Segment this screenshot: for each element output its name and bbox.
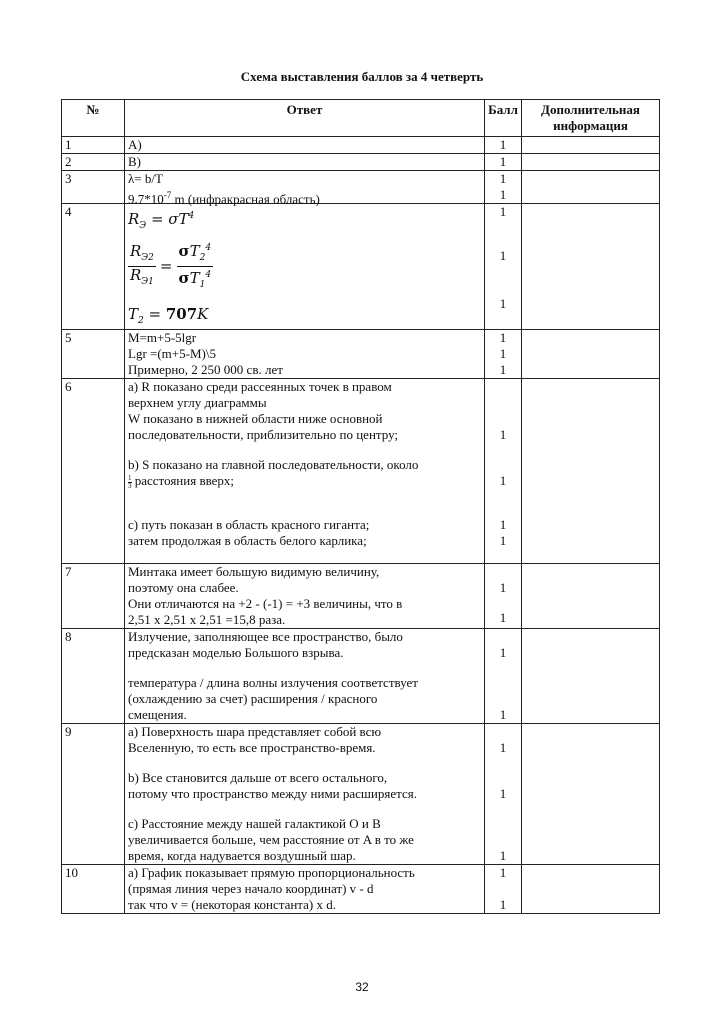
row-num: 8 bbox=[62, 629, 125, 724]
table-row bbox=[62, 330, 660, 379]
header-info: Дополнительная информация bbox=[522, 100, 660, 137]
header-answer: Ответ bbox=[125, 100, 485, 137]
answer-cell bbox=[125, 865, 485, 914]
score-value: 1 bbox=[499, 171, 507, 186]
table-row bbox=[62, 865, 660, 914]
score-cell bbox=[485, 330, 522, 379]
answer-line: последовательности, приблизительно по центру; bbox=[128, 427, 399, 442]
answer-line: Они отличаются на +2 - (-1) = +3 величины, что в bbox=[128, 596, 403, 611]
info-cell bbox=[522, 379, 660, 564]
table-row bbox=[62, 204, 660, 330]
score-value: 1 bbox=[499, 786, 507, 801]
answer-line: так что v = (некоторая константа) x d. bbox=[128, 897, 336, 912]
scoring-table bbox=[61, 99, 660, 914]
row-num: 2 bbox=[62, 154, 125, 171]
answer-line: W показано в нижней области ниже основной bbox=[128, 411, 383, 426]
answer-line: $9.7*10^{-7}$ m (инфракрасная область) bbox=[128, 190, 320, 207]
score-value: 1 bbox=[499, 296, 507, 311]
answer-line: Lgr =(m+5-M)\5 bbox=[128, 346, 216, 361]
answer-line: M=m+5-5lgr bbox=[128, 330, 197, 345]
score-cell bbox=[485, 724, 522, 865]
answer-cell bbox=[125, 154, 485, 171]
answer-cell bbox=[125, 379, 485, 564]
answer-cell bbox=[125, 137, 485, 154]
answer-line: верхнем углу диаграммы bbox=[128, 395, 267, 410]
score-value: 1 bbox=[499, 517, 507, 532]
answer-line: b) Все становится дальше от всего остального, bbox=[128, 770, 388, 785]
answer-cell bbox=[125, 724, 485, 865]
row-num: 7 bbox=[62, 564, 125, 629]
info-cell bbox=[522, 171, 660, 204]
score-cell bbox=[485, 865, 522, 914]
score-value: 1 bbox=[499, 580, 507, 595]
score-value: 1 bbox=[499, 645, 507, 660]
row-num: 1 bbox=[62, 137, 125, 154]
score-value: 1 bbox=[499, 346, 507, 361]
info-cell bbox=[522, 154, 660, 171]
table-row bbox=[62, 379, 660, 564]
answer-line: λ= b/T bbox=[128, 171, 163, 186]
score-cell bbox=[485, 204, 522, 330]
answer-line: c) Расстояние между нашей галактикой O и B bbox=[128, 816, 381, 831]
answer-line: температура / длина волны излучения соответствует bbox=[128, 675, 418, 690]
table-row bbox=[62, 564, 660, 629]
info-cell bbox=[522, 564, 660, 629]
answer-line: смещения. bbox=[128, 707, 187, 722]
answer-line: 2,51 x 2,51 x 2,51 =15,8 раза. bbox=[128, 612, 286, 627]
answer-line: затем продолжая в область белого карлика; bbox=[128, 533, 367, 548]
answer-line: Минтака имеет большую видимую величину, bbox=[128, 564, 380, 579]
answer-cell bbox=[125, 564, 485, 629]
answer-line: a) Поверхность шара представляет собой всю bbox=[128, 724, 382, 739]
score-value: 1 bbox=[499, 897, 507, 912]
row-num: 5 bbox=[62, 330, 125, 379]
answer-line: c) путь показан в область красного гиганта; bbox=[128, 517, 370, 532]
table-header-row bbox=[62, 100, 660, 137]
score-value: 1 bbox=[499, 330, 507, 345]
answer-line: Излучение, заполняющее все пространство, было bbox=[128, 629, 403, 644]
table-row bbox=[62, 171, 660, 204]
answer-line: увеличивается больше, чем расстояние от A в то же bbox=[128, 832, 414, 847]
answer-line: Примерно, 2 250 000 св. лет bbox=[128, 362, 283, 377]
answer-line: потому что пространство между ними расширяется. bbox=[128, 786, 417, 801]
score-value: 1 bbox=[499, 204, 507, 219]
score-value: 1 bbox=[499, 533, 507, 548]
answer-line: время, когда надувается воздушный шар. bbox=[128, 848, 356, 863]
row-num: 6 bbox=[62, 379, 125, 564]
score-value: 1 bbox=[499, 427, 507, 442]
score-value: 1 bbox=[499, 610, 507, 625]
score-cell bbox=[485, 564, 522, 629]
score-value: 1 bbox=[499, 740, 507, 755]
score-value: 1 bbox=[499, 865, 507, 880]
page-title: Схема выставления баллов за 4 четверть bbox=[240, 69, 484, 84]
page-number: 32 bbox=[355, 980, 369, 994]
info-cell bbox=[522, 330, 660, 379]
score-value: 1 bbox=[499, 248, 507, 263]
answer-cell bbox=[125, 330, 485, 379]
answer-line: предсказан моделью Большого взрыва. bbox=[128, 645, 344, 660]
score-value: 1 bbox=[499, 473, 507, 488]
one-third-fraction: $\frac{1}{3}$ bbox=[128, 473, 132, 490]
answer-line: (охлаждению за счет) расширения / красного bbox=[128, 691, 378, 706]
table-row bbox=[62, 629, 660, 724]
header-num: № bbox=[62, 100, 125, 137]
score-value: 1 bbox=[499, 137, 507, 152]
answer-line: a) R показано среди рассеянных точек в правом bbox=[128, 379, 392, 394]
score-value: 1 bbox=[499, 154, 507, 169]
table-row bbox=[62, 137, 660, 154]
score-cell bbox=[485, 137, 522, 154]
answer-line: B) bbox=[128, 154, 141, 169]
table-row bbox=[62, 154, 660, 171]
answer-line: $\frac{1}{3}$ расстояния вверх; bbox=[128, 473, 235, 490]
formula-radiance: $R_Э = \sigma T^4$ bbox=[128, 210, 195, 231]
answer-line: Вселенную, то есть все пространство-время. bbox=[128, 740, 376, 755]
formula-result: $T_2 = 707K$ bbox=[128, 305, 209, 326]
answer-line: a) График показывает прямую пропорциональность bbox=[128, 865, 415, 880]
row-num: 3 bbox=[62, 171, 125, 204]
answer-line: поэтому она слабее. bbox=[128, 580, 239, 595]
score-value: 1 bbox=[499, 362, 507, 377]
score-value: 1 bbox=[499, 187, 507, 202]
answer-line: A) bbox=[128, 137, 142, 152]
header-score: Балл bbox=[485, 100, 522, 137]
info-cell bbox=[522, 137, 660, 154]
info-cell bbox=[522, 629, 660, 724]
row-num: 10 bbox=[62, 865, 125, 914]
answer-line: (прямая линия через начало координат) v - d bbox=[128, 881, 374, 896]
formula-ratio: $\frac{R_{Э2}}{R_{Э1}}$ = $\frac{\sigma T_2^4}{\sigma T_1^4}$ bbox=[130, 241, 212, 290]
row-num: 9 bbox=[62, 724, 125, 865]
info-cell bbox=[522, 865, 660, 914]
score-cell bbox=[485, 171, 522, 204]
info-cell bbox=[522, 204, 660, 330]
answer-cell bbox=[125, 171, 485, 207]
score-cell bbox=[485, 629, 522, 724]
score-value: 1 bbox=[499, 707, 507, 722]
table-row bbox=[62, 724, 660, 865]
answer-line: b) S показано на главной последовательности, около bbox=[128, 457, 419, 472]
answer-cell bbox=[125, 204, 485, 330]
info-cell bbox=[522, 724, 660, 865]
answer-cell bbox=[125, 629, 485, 724]
row-num: 4 bbox=[62, 204, 125, 330]
score-cell bbox=[485, 379, 522, 564]
score-value: 1 bbox=[499, 848, 507, 863]
score-cell bbox=[485, 154, 522, 171]
